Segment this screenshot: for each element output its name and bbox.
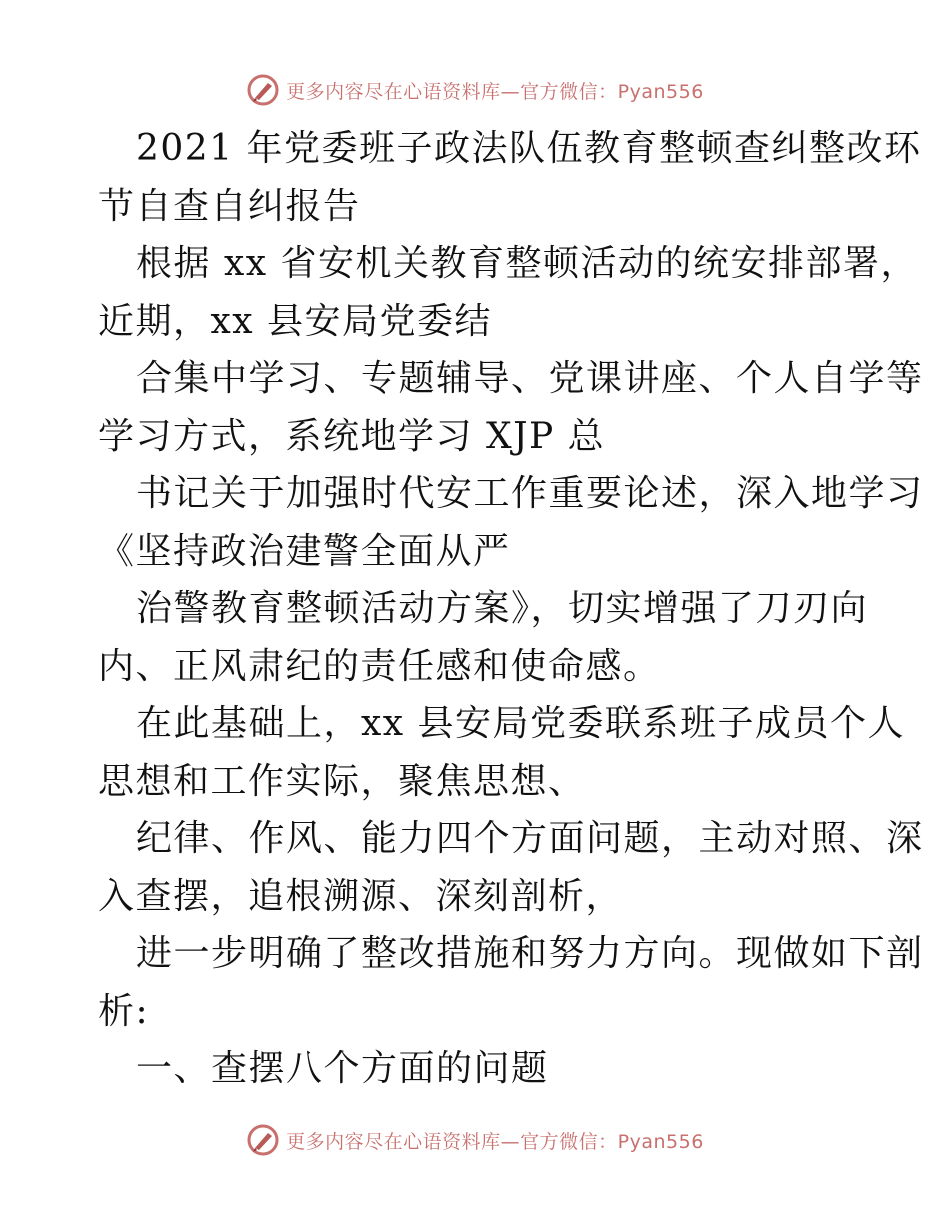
paragraph (98, 810, 924, 925)
paragraph-line: 合集中学习、专题辅导、党课讲座、个人自学等 (136, 358, 924, 399)
watermark-text: 更多内容尽在心语资料库—官方微信：Pyan556 (286, 80, 704, 103)
paragraph-line: 根据 xx 省安机关教育整顿活动的统安排部署， (136, 243, 918, 284)
paragraph-line: 书记关于加强时代安工作重要论述，深入地学习 (136, 473, 924, 514)
pen-logo-icon (246, 73, 280, 107)
paragraph-line: 内、正风肃纪的责任感和使命感。 (98, 645, 661, 687)
paragraph-line: 析: (98, 990, 150, 1032)
document-body (98, 120, 924, 1098)
paragraph (98, 235, 918, 350)
paragraph-line: 2021 年党委班子政法队伍教育整顿查纠整改环 (136, 128, 922, 169)
watermark-header (0, 70, 950, 110)
paragraph (98, 1040, 858, 1098)
paragraph-line: 进一步明确了整改措施和努力方向。现做如下剖 (136, 933, 924, 974)
watermark-footer (0, 1120, 950, 1160)
paragraph-line: 一、查摆八个方面的问题 (136, 1048, 549, 1089)
paragraph (98, 580, 869, 695)
paragraph-line: 入查摆，追根溯源、深刻剖析， (98, 875, 624, 917)
paragraph-line: 节自查自纠报告 (98, 185, 361, 227)
paragraph-line: 纪律、作风、能力四个方面问题，主动对照、深 (136, 818, 924, 859)
paragraph (98, 925, 924, 1040)
paragraph (98, 695, 906, 810)
paragraph-line: 在此基础上，xx 县安局党委联系班子成员个人 (136, 703, 906, 744)
paragraph-line: 治警教育整顿活动方案》，切实增强了刀刃向 (136, 588, 869, 629)
paragraph-line: 《坚持政治建警全面从严 (98, 530, 511, 572)
paragraph-line: 思想和工作实际，聚焦思想、 (98, 760, 586, 802)
paragraph (98, 350, 924, 465)
pen-logo-icon (246, 1123, 280, 1157)
paragraph (98, 120, 922, 235)
paragraph-line: 学习方式，系统地学习 XJP 总 (98, 415, 606, 457)
paragraph (98, 465, 924, 580)
paragraph-line: 近期，xx 县安局党委结 (98, 300, 493, 342)
watermark-text: 更多内容尽在心语资料库—官方微信：Pyan556 (286, 1130, 704, 1153)
